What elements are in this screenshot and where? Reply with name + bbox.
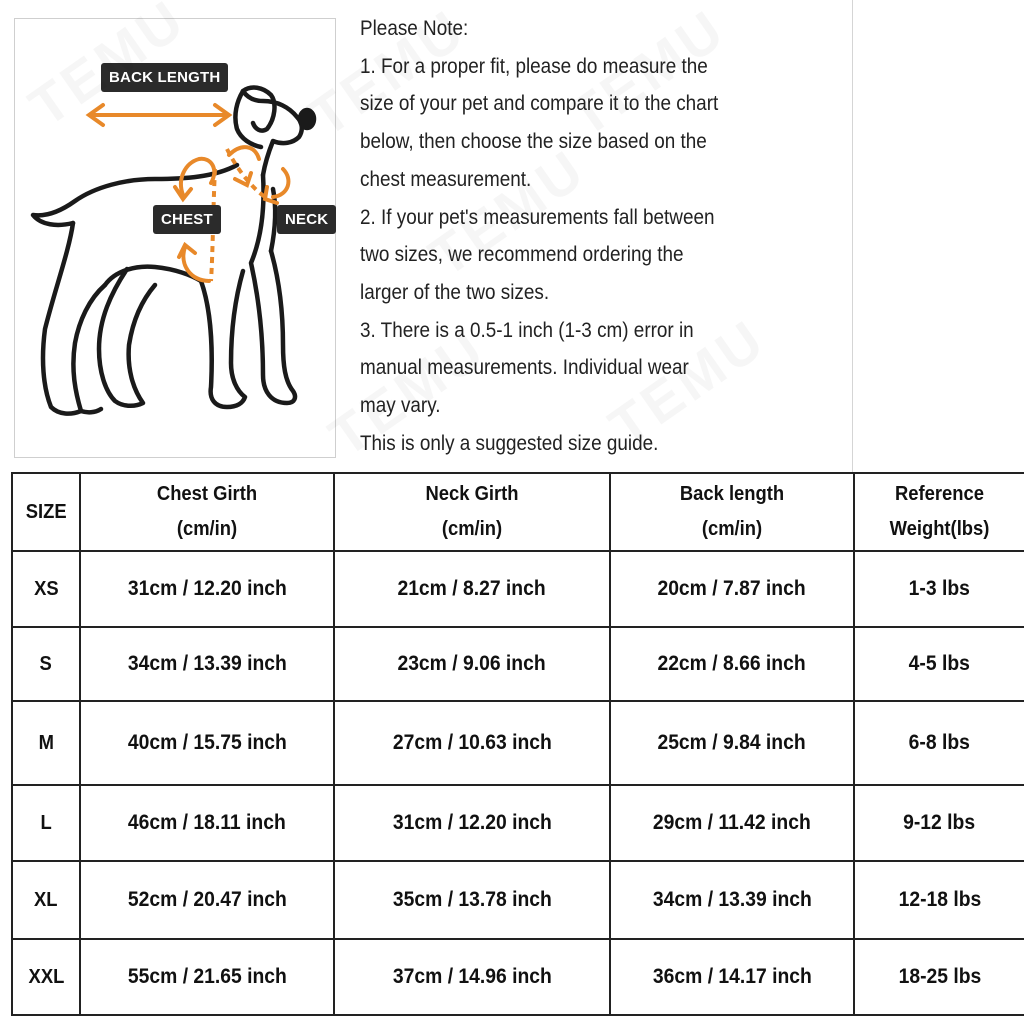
note-line: two sizes, we recommend ordering the xyxy=(360,243,684,267)
header-chest-girth xyxy=(80,473,334,551)
cell-text: 37cm / 14.96 inch xyxy=(392,965,552,988)
neck-cell xyxy=(334,627,610,701)
note-line: size of your pet and compare it to the chart xyxy=(360,92,719,116)
chest-cell xyxy=(80,785,334,861)
cell-text: 36cm / 14.17 inch xyxy=(652,965,812,988)
cell-text: 18-25 lbs xyxy=(898,965,981,988)
cell-text: 1-3 lbs xyxy=(908,577,971,600)
dog-measurement-illustration xyxy=(14,18,336,458)
size-cell xyxy=(12,939,80,1015)
size-cell xyxy=(12,701,80,785)
note-line: 1. For a proper fit, please do measure the xyxy=(360,54,708,78)
back-cell xyxy=(610,939,854,1015)
table-row xyxy=(12,701,1024,785)
weight-cell xyxy=(854,939,1024,1015)
header-line: Neck Girth xyxy=(425,483,519,505)
cell-text: 12-18 lbs xyxy=(898,888,981,911)
size-cell xyxy=(12,861,80,939)
header-line: (cm/in) xyxy=(176,518,238,540)
note-line: may vary. xyxy=(360,394,441,418)
neck-cell xyxy=(334,861,610,939)
table-row xyxy=(12,627,1024,701)
cell-text: 46cm / 18.11 inch xyxy=(128,811,286,834)
back-cell xyxy=(610,785,854,861)
header-line: Reference xyxy=(895,483,984,505)
chest-cell xyxy=(80,627,334,701)
weight-cell xyxy=(854,701,1024,785)
note-line: manual measurements. Individual wear xyxy=(360,356,689,380)
header-line: (cm/in) xyxy=(441,518,503,540)
chest-cell xyxy=(80,551,334,627)
note-line: chest measurement. xyxy=(360,167,532,191)
divider xyxy=(852,0,853,472)
back-length-label: BACK LENGTH xyxy=(101,63,228,92)
header-line: Back length xyxy=(679,483,785,505)
chest-cell xyxy=(80,939,334,1015)
neck-cell xyxy=(334,785,610,861)
cell-text: 22cm / 8.66 inch xyxy=(657,652,807,675)
cell-text: 9-12 lbs xyxy=(903,811,976,834)
size-cell xyxy=(12,785,80,861)
neck-cell xyxy=(334,939,610,1015)
header-line: Weight(lbs) xyxy=(889,518,990,540)
header-line: (cm/in) xyxy=(701,518,763,540)
cell-text: 27cm / 10.63 inch xyxy=(392,731,552,754)
size-cell xyxy=(12,627,80,701)
back-cell xyxy=(610,861,854,939)
neck-cell xyxy=(334,701,610,785)
chest-cell xyxy=(80,861,334,939)
neck-cell xyxy=(334,551,610,627)
cell-text: 34cm / 13.39 inch xyxy=(127,652,287,675)
cell-text: XXL xyxy=(28,965,64,988)
cell-text: 34cm / 13.39 inch xyxy=(652,888,812,911)
cell-text: 35cm / 13.78 inch xyxy=(392,888,552,911)
header-line: Chest Girth xyxy=(156,483,258,505)
cell-text: 25cm / 9.84 inch xyxy=(657,731,807,754)
cell-text: 6-8 lbs xyxy=(908,731,971,754)
size-cell xyxy=(12,551,80,627)
header-neck-girth xyxy=(334,473,610,551)
cell-text: 20cm / 7.87 inch xyxy=(657,577,807,600)
cell-text: 40cm / 15.75 inch xyxy=(127,731,287,754)
table-row xyxy=(12,861,1024,939)
cell-text: 4-5 lbs xyxy=(908,652,971,675)
cell-text: 52cm / 20.47 inch xyxy=(127,888,287,911)
chest-cell xyxy=(80,701,334,785)
table-row xyxy=(12,785,1024,861)
cell-text: XL xyxy=(34,888,58,911)
cell-text: 29cm / 11.42 inch xyxy=(653,811,811,834)
back-cell xyxy=(610,551,854,627)
note-line: 2. If your pet's measurements fall between xyxy=(360,205,715,229)
note-line: larger of the two sizes. xyxy=(360,280,550,304)
cell-text: 23cm / 9.06 inch xyxy=(397,652,547,675)
note-line: This is only a suggested size guide. xyxy=(360,431,659,455)
table-row xyxy=(12,939,1024,1015)
chest-label: CHEST xyxy=(153,205,221,234)
table-row xyxy=(12,551,1024,627)
header-back-length xyxy=(610,473,854,551)
size-guide-notes xyxy=(360,10,792,462)
cell-text: 31cm / 12.20 inch xyxy=(392,811,552,834)
table-header-row xyxy=(12,473,1024,551)
header-reference-weight xyxy=(854,473,1024,551)
cell-text: 55cm / 21.65 inch xyxy=(127,965,287,988)
cell-text: 31cm / 12.20 inch xyxy=(127,577,287,600)
notes-heading: Please Note: xyxy=(360,17,469,40)
weight-cell xyxy=(854,785,1024,861)
cell-text: L xyxy=(40,811,52,834)
weight-cell xyxy=(854,627,1024,701)
back-cell xyxy=(610,701,854,785)
weight-cell xyxy=(854,551,1024,627)
size-chart-table xyxy=(11,472,1024,1016)
cell-text: XS xyxy=(33,577,59,600)
weight-cell xyxy=(854,861,1024,939)
neck-label: NECK xyxy=(277,205,336,234)
note-line: 3. There is a 0.5-1 inch (1-3 cm) error in xyxy=(360,318,694,342)
back-cell xyxy=(610,627,854,701)
note-line: below, then choose the size based on the xyxy=(360,130,707,154)
cell-text: S xyxy=(39,652,53,675)
header-size xyxy=(12,473,80,551)
cell-text: 21cm / 8.27 inch xyxy=(397,577,547,600)
cell-text: M xyxy=(38,731,54,754)
header-line: SIZE xyxy=(25,500,67,523)
